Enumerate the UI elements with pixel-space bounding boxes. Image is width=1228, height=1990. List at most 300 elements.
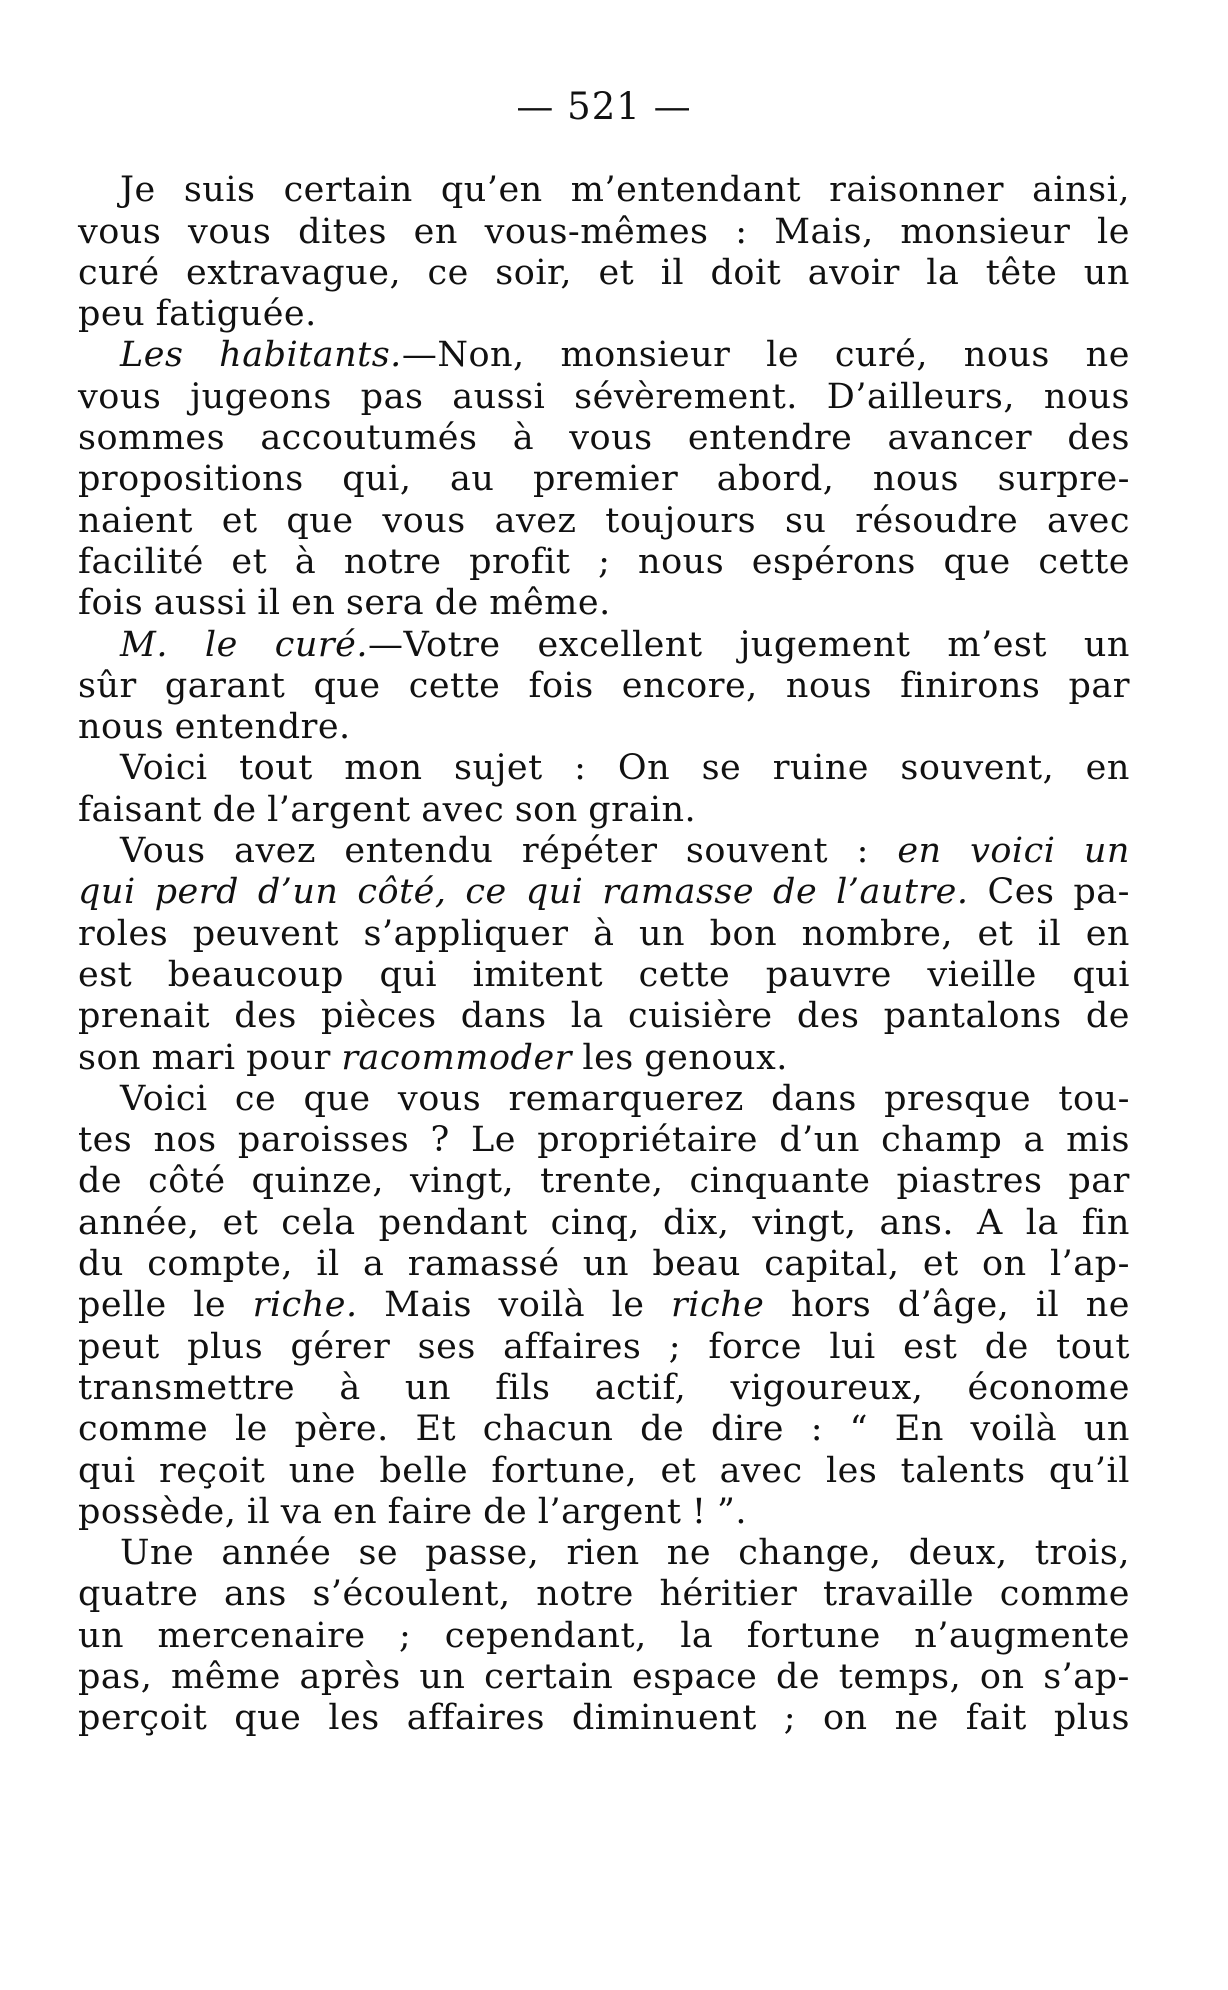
word: tout (1056, 1326, 1130, 1367)
word: que (303, 1078, 371, 1119)
word: il (257, 583, 281, 624)
word: que (234, 1698, 302, 1739)
word (205, 625, 238, 666)
text-line (78, 1533, 1130, 1574)
word: qui, (342, 459, 412, 500)
word: profit (469, 541, 571, 582)
word: ? (430, 1120, 450, 1161)
word (671, 1285, 764, 1326)
word: avec (719, 1450, 803, 1491)
word: vigoureux, (730, 1367, 924, 1408)
word: de (434, 583, 479, 624)
word: sujet (454, 748, 543, 789)
word: le (611, 1285, 645, 1326)
text-line (78, 294, 1130, 335)
italic-text: perd (154, 872, 239, 913)
word: les (825, 1450, 878, 1491)
word: fatiguée. (155, 294, 317, 335)
word (120, 625, 168, 666)
word: se (701, 748, 742, 789)
word: prenait (78, 996, 211, 1037)
word: imitent (472, 954, 604, 995)
word: Je (120, 170, 156, 211)
word (897, 831, 941, 872)
word: des (796, 996, 860, 1037)
page-text (78, 170, 1130, 1739)
word: entendre (687, 418, 853, 459)
word: surpre- (997, 459, 1130, 500)
word: ; (783, 1698, 797, 1739)
word: et (922, 1244, 959, 1285)
word: pendant (378, 1202, 528, 1243)
word: vieille (927, 954, 1037, 995)
word: de (640, 1409, 685, 1450)
word: ruine (772, 748, 869, 789)
word: Voici (120, 748, 208, 789)
text-line (78, 1161, 1130, 1202)
word: en (1085, 913, 1130, 954)
word: va (280, 1491, 323, 1532)
word: ; (598, 541, 611, 582)
word: Une (120, 1533, 195, 1574)
word: ans (223, 1574, 287, 1615)
text-line (78, 1657, 1130, 1698)
word (357, 872, 446, 913)
word: plus (187, 1326, 264, 1367)
word (836, 872, 968, 913)
word: répéter (521, 831, 658, 872)
word: il (660, 252, 685, 293)
word: qui (379, 954, 438, 995)
word: peu (78, 294, 146, 335)
word: fait (965, 1698, 1027, 1739)
word: ne (894, 1698, 939, 1739)
italic-text: un (1083, 831, 1130, 872)
word: la (926, 252, 960, 293)
word: qui (1072, 954, 1130, 995)
word: faisant (78, 789, 202, 830)
word (773, 872, 817, 913)
word: beau (652, 1244, 741, 1285)
word: mari (151, 1037, 236, 1078)
word: sûr (78, 665, 137, 706)
word: souvent (685, 831, 829, 872)
word: faire (387, 1491, 473, 1532)
text-line (78, 1203, 1130, 1244)
word: certain (283, 170, 413, 211)
word: de (775, 1656, 821, 1697)
text-line (78, 1698, 1130, 1739)
word: en (332, 1491, 378, 1532)
word: et (598, 252, 635, 293)
word: par (1068, 665, 1130, 706)
italic-text: voici (970, 831, 1056, 872)
word: chacun (482, 1409, 614, 1450)
word: tête (985, 252, 1058, 293)
text-line (78, 1285, 1130, 1326)
text-line (78, 625, 1130, 666)
word: le (193, 1285, 227, 1326)
word: nous (872, 459, 960, 500)
word: : (856, 831, 869, 872)
word: qui (78, 1450, 136, 1491)
text-line (78, 790, 1130, 831)
word: change, (738, 1533, 882, 1574)
word: : (810, 1409, 823, 1450)
word: hors (790, 1285, 872, 1326)
word: un (404, 1367, 452, 1408)
word: propositions (78, 459, 304, 500)
text-line (78, 1120, 1130, 1161)
word: à (593, 913, 615, 954)
italic-text: racommoder (341, 1037, 572, 1078)
text-line (78, 1409, 1130, 1450)
word: de (1085, 996, 1130, 1037)
word: encore, (621, 665, 758, 706)
text-line (78, 583, 1130, 624)
text-line (78, 459, 1130, 500)
word: avancer (887, 418, 1033, 459)
text-line (78, 748, 1130, 789)
word: cependant, (444, 1615, 647, 1656)
word: dix, (662, 1202, 730, 1243)
text-line (78, 666, 1130, 707)
word: les (328, 1698, 380, 1739)
word: curé, (834, 335, 929, 376)
word (970, 831, 1055, 872)
word: mercenaire (157, 1615, 366, 1656)
word: cette (638, 954, 731, 995)
word: extravague, (186, 252, 402, 293)
word: du (78, 1244, 124, 1285)
text-line (78, 253, 1130, 294)
word: ! (691, 1491, 707, 1532)
word: champ (881, 1120, 1003, 1161)
word: voilà (498, 1285, 586, 1326)
word: certain (484, 1656, 614, 1697)
word: s’ap- (1043, 1656, 1130, 1697)
text-line (78, 914, 1130, 955)
word: beaucoup (167, 954, 344, 995)
word: des (234, 996, 297, 1037)
word: dans (460, 996, 547, 1037)
word: en (291, 583, 336, 624)
word: ne (1085, 1285, 1130, 1326)
word: belle (379, 1450, 469, 1491)
word: sommes (78, 418, 226, 459)
word: de (483, 1491, 528, 1532)
italic-text: ce (465, 872, 507, 913)
word: dites (298, 211, 387, 252)
word: d’un (779, 1120, 860, 1161)
word: trois, (1034, 1533, 1130, 1574)
word: que (286, 500, 354, 541)
word: héritier (659, 1574, 798, 1615)
italic-text: curé. (274, 624, 368, 665)
word: mon (344, 748, 423, 789)
word: deux, (908, 1533, 1008, 1574)
word: presque (884, 1078, 1032, 1119)
word: tout (239, 748, 313, 789)
word: les (582, 1037, 634, 1078)
word: espérons (751, 541, 916, 582)
word: s’écoulent, (312, 1574, 511, 1615)
word: curé.—Votre (274, 624, 501, 665)
italic-text: en (897, 831, 942, 872)
word: et (222, 1202, 259, 1243)
word: avoir (807, 252, 900, 293)
word: un (1083, 252, 1130, 293)
word: vous (188, 211, 272, 252)
word: affaires (406, 1698, 545, 1739)
word: tes (78, 1120, 133, 1161)
word: nous (1043, 376, 1130, 417)
word: en (1085, 748, 1130, 789)
word: ainsi, (1032, 170, 1130, 211)
book-page (78, 86, 1130, 1740)
word: nous (638, 541, 725, 582)
word: pa- (1073, 872, 1130, 913)
word: résoudre (855, 500, 1019, 541)
word: aussi (452, 376, 546, 417)
text-line (78, 955, 1130, 996)
word: que (943, 541, 1011, 582)
text-line (78, 170, 1130, 211)
word: : (735, 211, 748, 252)
word: après (299, 1656, 401, 1697)
text-line (78, 377, 1130, 418)
word: notre (536, 1574, 634, 1615)
word: capital, (764, 1244, 900, 1285)
word: année, (78, 1202, 200, 1243)
word: même (171, 1656, 281, 1697)
word: vous (569, 418, 653, 459)
word: Vous (120, 831, 206, 872)
word: vous (397, 1078, 482, 1119)
word: d’âge, (897, 1285, 1010, 1326)
italic-text: l’autre. (836, 872, 969, 913)
word: doit (710, 252, 782, 293)
word: nous (78, 707, 165, 748)
word: lui (829, 1326, 876, 1367)
word: habitants.—Non, (219, 335, 525, 376)
word: toujours (605, 500, 757, 541)
word: dans (771, 1078, 857, 1119)
word: le (1097, 211, 1130, 252)
word: de (212, 789, 257, 830)
italic-text: riche. (252, 1285, 358, 1326)
word (253, 1285, 358, 1326)
word: soir, (495, 252, 573, 293)
text-line (78, 501, 1130, 542)
italic-text: qui (525, 872, 584, 913)
word (602, 872, 754, 913)
word: accoutumés (260, 418, 478, 459)
text-line (78, 1327, 1130, 1368)
word (341, 1038, 572, 1079)
word: comme (78, 1409, 209, 1450)
word: l’ap- (1049, 1244, 1130, 1285)
word: trente, (540, 1161, 664, 1202)
word: de (984, 1326, 1029, 1367)
word: fortune, (491, 1450, 638, 1491)
word: se (358, 1533, 399, 1574)
word: pièces (320, 996, 437, 1037)
text-line (78, 872, 1130, 913)
word: A (976, 1202, 1003, 1243)
word: Mais (384, 1285, 472, 1326)
text-line (78, 996, 1130, 1037)
word (120, 335, 183, 376)
word: père. (294, 1409, 389, 1450)
word: “ (849, 1409, 869, 1450)
word: même. (489, 583, 611, 624)
word: on (822, 1698, 868, 1739)
word: un (582, 1244, 629, 1285)
word: m’entendant (570, 170, 802, 211)
word: Le (470, 1120, 516, 1161)
word: on (982, 1244, 1027, 1285)
word: fils (495, 1367, 551, 1408)
text-line (78, 542, 1130, 583)
word: vous (382, 500, 466, 541)
text-line (78, 1574, 1130, 1615)
word: la (1025, 1202, 1059, 1243)
word: ce (234, 1078, 277, 1119)
page-number: — 521 — (516, 85, 692, 128)
word: ne (1085, 335, 1130, 376)
word: et (977, 913, 1014, 954)
word: en (413, 211, 458, 252)
text-line (78, 707, 1130, 748)
text-line (78, 1451, 1130, 1492)
word: l’argent (267, 789, 411, 830)
word: avec (1047, 500, 1130, 541)
word: que (313, 665, 381, 706)
word: sera (345, 583, 425, 624)
word: propriétaire (537, 1120, 759, 1161)
word: une (288, 1450, 357, 1491)
word: On (617, 748, 671, 789)
word: su (784, 500, 827, 541)
word: voilà (970, 1409, 1058, 1450)
word: vous-mêmes (484, 211, 709, 252)
word: cela (281, 1202, 356, 1243)
word: cette (1038, 541, 1130, 582)
word: de (78, 1161, 123, 1202)
word: genoux. (644, 1037, 788, 1078)
italic-text: de (773, 872, 818, 913)
italic-text: riche (671, 1285, 765, 1326)
word: et (221, 500, 258, 541)
word: premier (533, 459, 679, 500)
word: ce (427, 252, 469, 293)
word: reçoit (158, 1450, 266, 1491)
word: fois (528, 665, 594, 706)
text-line (78, 831, 1130, 872)
word: plus (1053, 1698, 1130, 1739)
word: peut (78, 1326, 160, 1367)
word (155, 872, 239, 913)
word (526, 872, 584, 913)
word: monsieur (900, 211, 1071, 252)
word: avez (494, 500, 577, 541)
word: vous (78, 376, 162, 417)
word: passe, (425, 1533, 540, 1574)
word: roles (78, 913, 169, 954)
text-line (78, 1038, 1130, 1079)
word (465, 872, 506, 913)
word: ; (399, 1615, 412, 1656)
word: remarquerez (508, 1078, 744, 1119)
word: quinze, (251, 1161, 385, 1202)
word: cinq, (550, 1202, 640, 1243)
word: n’augmente (914, 1615, 1130, 1656)
italic-text: habitants. (219, 335, 402, 376)
word: la (680, 1615, 714, 1656)
word: on (979, 1656, 1025, 1697)
word: nos (153, 1120, 217, 1161)
word: par (1068, 1161, 1130, 1202)
word: Et (415, 1409, 457, 1450)
word: suis (183, 170, 256, 211)
word: jugement (739, 624, 911, 665)
word: : (574, 748, 587, 789)
word: côté (148, 1161, 226, 1202)
text-line (78, 1368, 1130, 1409)
word: ; (668, 1326, 682, 1367)
word: En (894, 1409, 944, 1450)
italic-text: côté, (357, 872, 447, 913)
word: compte, (147, 1244, 293, 1285)
word: a (363, 1244, 385, 1285)
word: garant (164, 665, 286, 706)
word: pas (360, 376, 424, 417)
word: peuvent (192, 913, 339, 954)
word: transmettre (78, 1367, 296, 1408)
word: son (514, 789, 578, 830)
word: un (78, 1615, 125, 1656)
word (258, 872, 339, 913)
text-line (78, 1616, 1130, 1657)
word: au (450, 459, 495, 500)
word: Mais, (774, 211, 874, 252)
word: quatre (78, 1574, 199, 1615)
word: entendre. (174, 707, 351, 748)
word: affaires (503, 1326, 642, 1367)
word: vous (78, 211, 162, 252)
word: ramassé (407, 1244, 560, 1285)
text-line (78, 212, 1130, 253)
word: qu’il (1048, 1450, 1130, 1491)
word: a (1023, 1120, 1045, 1161)
word (78, 872, 136, 913)
italic-text: Les (120, 335, 184, 376)
word: facilité (78, 541, 204, 582)
word: un (1083, 624, 1130, 665)
word: à (294, 541, 317, 582)
word: mis (1066, 1120, 1130, 1161)
word: Ces (987, 872, 1055, 913)
word: est (78, 954, 133, 995)
word: raisonner (829, 170, 1004, 211)
word: un (638, 913, 686, 954)
word: avec (421, 789, 505, 830)
word: Voici (120, 1078, 208, 1119)
word: avez (234, 831, 316, 872)
word: cinquante (689, 1161, 871, 1202)
italic-text: M. (120, 624, 168, 665)
